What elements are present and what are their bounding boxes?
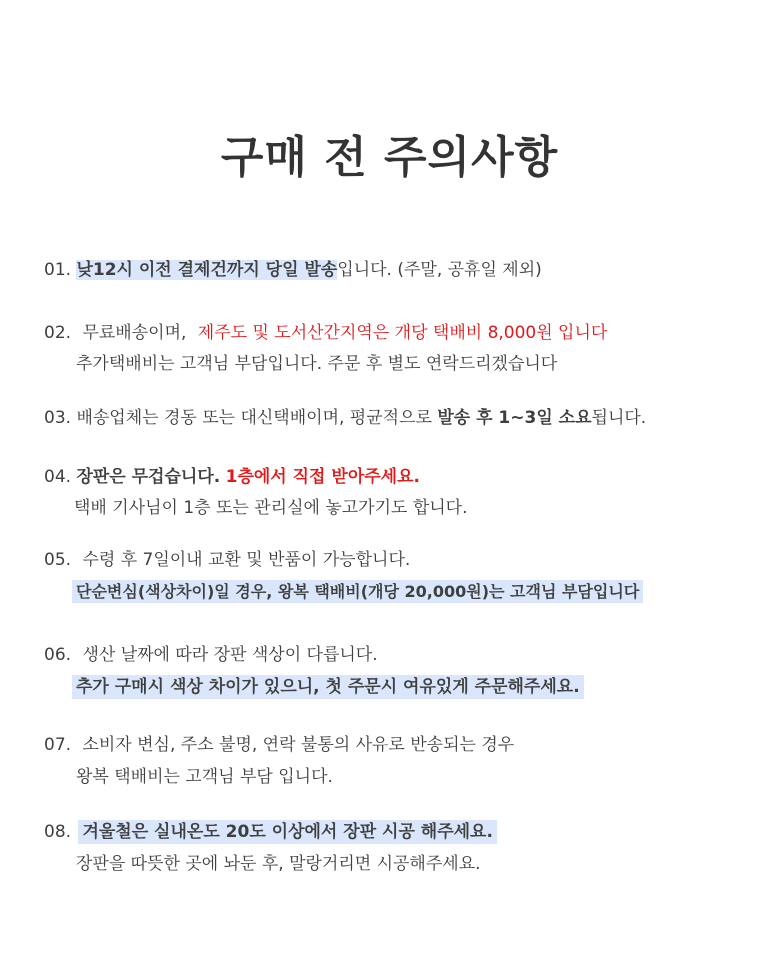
notice-03-bold: 발송 후 1~3일 소요	[437, 408, 592, 428]
notice-04-red-text: 1층에서 직접 받아주세요.	[225, 467, 420, 487]
item-number: 05.	[44, 550, 72, 570]
item-number: 06.	[44, 645, 72, 665]
notice-08-line1	[44, 820, 497, 844]
notice-08-text2: 장판을 따뜻한 곳에 놔둔 후, 말랑거리면 시공해주세요.	[76, 854, 481, 874]
notice-07-text2: 왕복 택배비는 고객님 부담 입니다.	[76, 767, 333, 787]
notice-03-text-end: 됩니다.	[591, 408, 647, 428]
notice-01-highlight: 낮12시 이전 결제건까지 당일 발송	[76, 260, 338, 280]
notice-01-line1	[44, 258, 542, 282]
notice-04-line1	[44, 465, 420, 489]
notice-06-highlight: 추가 구매시 색상 차이가 있으니, 첫 주문시 여유있게 주문해주세요.	[72, 675, 584, 699]
notice-05-line2	[76, 580, 643, 604]
item-number: 04.	[44, 467, 72, 487]
notice-02-red-text: 제주도 및 도서산간지역은 개당 택배비 8,000원 입니다	[197, 323, 608, 343]
item-number: 07.	[44, 735, 72, 755]
page-title: 구매 전 주의사항	[220, 132, 559, 183]
notice-08-highlight: 겨울철은 실내온도 20도 이상에서 장판 시공 해주세요.	[78, 820, 497, 844]
notice-02-line1	[44, 321, 607, 345]
item-number: 02.	[44, 323, 72, 343]
notice-07-line1	[44, 733, 514, 757]
item-number: 03.	[44, 408, 72, 428]
notice-05-text: 수령 후 7일이내 교환 및 반품이 가능합니다.	[82, 550, 411, 570]
notice-06-line1	[44, 643, 378, 667]
item-number: 08.	[44, 822, 72, 842]
notice-07-text: 소비자 변심, 주소 불명, 연락 불통의 사유로 반송되는 경우	[82, 735, 515, 755]
item-number: 01.	[44, 260, 72, 280]
notice-02-text2: 추가택배비는 고객님 부담입니다. 주문 후 별도 연락드리겠습니다	[76, 354, 558, 374]
notice-03-line1	[44, 406, 646, 430]
notice-08-line2	[76, 852, 481, 876]
notice-04-text2: 택배 기사님이 1층 또는 관리실에 놓고가기도 합니다.	[74, 498, 468, 518]
notice-02-text: 무료배송이며,	[82, 323, 187, 343]
notice-06-text: 생산 날짜에 따라 장판 색상이 다릅니다.	[82, 645, 378, 665]
notice-01-text: 입니다. (주말, 공휴일 제외)	[337, 260, 542, 280]
notice-06-line2	[76, 675, 584, 699]
notice-04-line2	[74, 496, 468, 520]
notice-03-text: 배송업체는 경동 또는 대신택배이며, 평균적으로	[76, 408, 432, 428]
notice-02-line2	[76, 352, 557, 376]
notice-05-line1	[44, 548, 410, 572]
notice-07-line2	[76, 765, 333, 789]
notice-04-bold: 장판은 무겁습니다.	[76, 467, 221, 487]
notice-05-highlight: 단순변심(색상차이)일 경우, 왕복 택배비(개당 20,000원)는 고객님 부담입니다	[72, 580, 643, 603]
